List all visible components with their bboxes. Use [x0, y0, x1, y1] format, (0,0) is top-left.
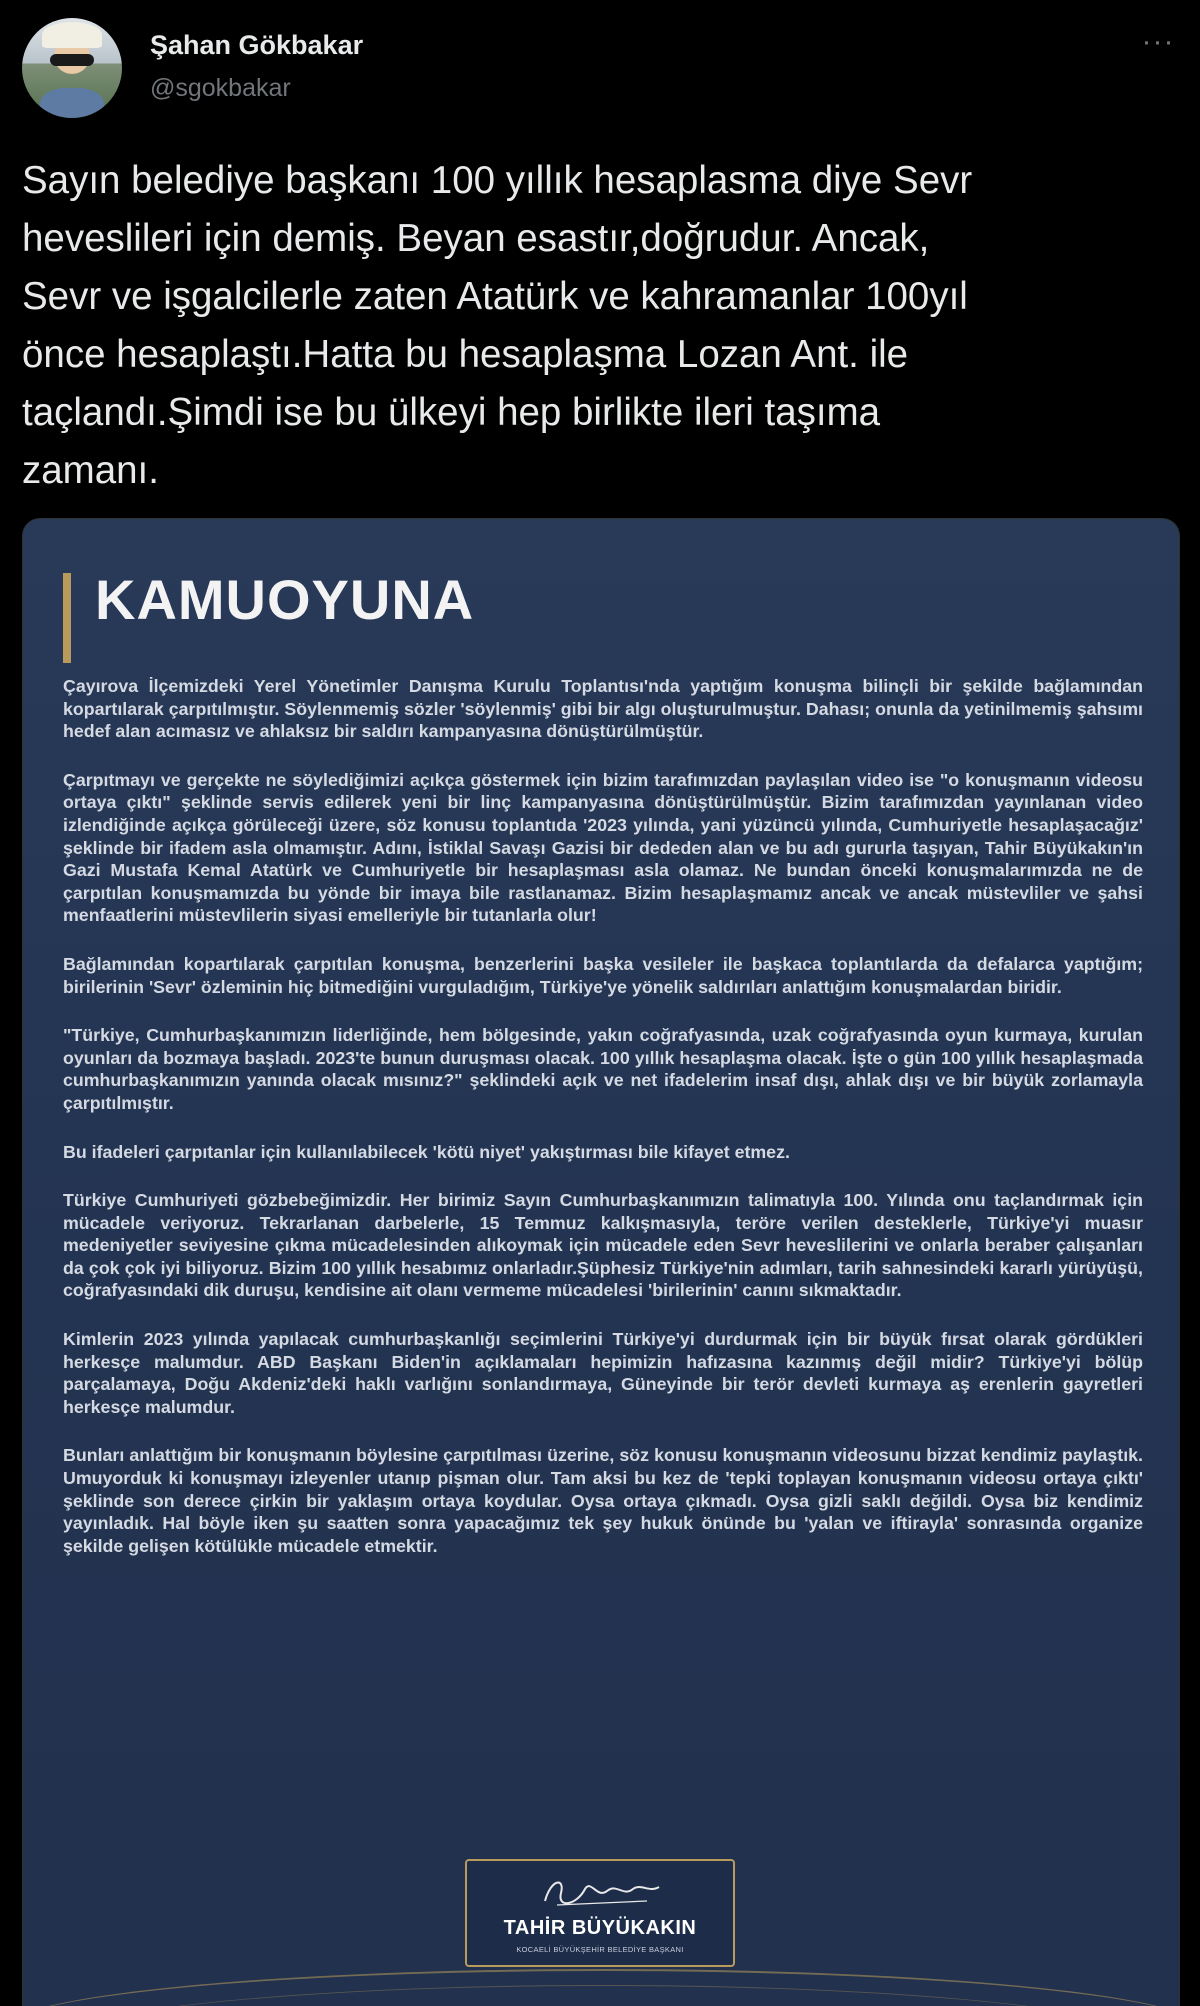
signature-role: KOCAELİ BÜYÜKŞEHİR BELEDİYE BAŞKANI: [516, 1945, 684, 1954]
author-display-name[interactable]: Şahan Gökbakar: [150, 30, 364, 60]
statement-paragraph: Kimlerin 2023 yılında yapılacak cumhurbaşkanlığı seçimlerini Türkiye'yi durdurmak için bir büyük fırsat olarak gördükleri herkesçe malumdur. ABD Başkanı Biden'in açıklamaları hepimizin hafızasına kazınmış değil midir? Türkiye'yi bölüp parçalamaya, Doğu Akdeniz'deki haklı varlığını sonlandırmaya, Güneyinde bir terör devleti kurmaya aş erenlerin gayretleri herkesçe malumdur.: [63, 1329, 1143, 1417]
statement-paragraph: Bağlamından kopartılarak çarpıtılan konuşma, benzerlerini başka vesileler ile başkaca toplantılarda da defalarca yaptığım; birilerinin 'Sevr' özleminin hiç bitmediğini vurguladığım, Türkiye'ye yönelik saldırıları anlattığım konuşmalardan biridir.: [63, 953, 1143, 997]
statement-paragraph: Bunları anlattığım bir konuşmanın böylesine çarpıtılması üzerine, söz konusu konuşmanın videosunu bizzat kendimiz paylaştık. Umuyorduk ki konuşmayı izleyenler utanıp pişman olur. Tam aksi bu kez de 'tepki toplayan konuşmanın videosu ortaya çıktı' şeklinde son derece çirkin bir yaklaşım ortaya koydular. Oysa ortaya çıkmadı. Oysa gizli saklı değildi. Oysa biz kendimiz yayınladık. Hal böyle iken şu saatten sonra yapacağımız tek şey hukuk önünde bu 'yalan ve iftirayla' sonrasında organize şekilde gelişen kötülükle mücadele etmektir.: [63, 1445, 1143, 1556]
statement-paragraph: Çarpıtmayı ve gerçekte ne söylediğimizi açıkça göstermek için bizim tarafımızdan paylaşılan video ise "o konuşmanın videosu ortaya çıktı" şeklinde servis edilerek yeni bir linç kampanyasına dönüştürülmüştür. Bizim tarafımızdan yayınlanan video izlendiğinde açıkça görüleceği üzere, söz konusu toplantıda '2023 yılında, yani yüzüncü yılında, Cumhuriyetle hesaplaşacağız' şeklinde bir ifadem asla olmamıştır. Adını, İstiklal Savaşı Gazisi bir dededen alan ve bu adı gururla taşıyan, Tahir Büyükakın'ın Gazi Mustafa Kemal Atatürk ve Cumhuriyetle bir hesaplaşması asla olamaz. Ne bundan önceki konuşmalarımızda ne de çarpıtılan konuşmamızda bu yönde bir imaya bile rastlanamaz. Bizim hesaplaşmamız ancak ve ancak müstevliler ve şahsi menfaatlerini müstevlilerin siyasi emelleriyle bir tutanlarla olur!: [63, 769, 1143, 926]
tweet-header: [22, 18, 1178, 118]
author-handle[interactable]: @sgokbakar: [150, 74, 291, 102]
statement-paragraph: Çayırova İlçemizdeki Yerel Yönetimler Danışma Kurulu Toplantısı'nda yaptığım konuşma bilinçli bir şekilde bağlamından kopartılarak çarpıtılmıştır. Söylenmemiş sözler 'söylenmiş' gibi bir algı oluşturulmuştur. Dahası; onunla da yetinilmemiş şahsımı hedef alan acımasız ve ahlaksız bir saldırı kampanyasına dönüştürülmüştür.: [63, 676, 1143, 742]
more-options-icon[interactable]: ···: [1141, 25, 1175, 58]
statement-paragraph: Türkiye Cumhuriyeti gözbebeğimizdir. Her birimiz Sayın Cumhurbaşkanımızın talimatıyla 100. Yılında onu taçlandırmak için mücadele veriyoruz. Tekrarlanan darbelerle, 15 Temmuz kalkışmasıyla, teröre verilen desteklerle, Türkiye'yi muasır medeniyetler seviyesine çıkma mücadelesinden alıkoymak için mücadele eden Sevr heveslilerini ve onlarla beraber çalışanları da çok çok iyi biliyoruz. Bizim 100 yıllık hesabımız onlarladır.Şüphesiz Türkiye'nin adımları, tarih sahnesindeki kararlı yürüyüşü, coğrafyasındaki dik duruşu, kendisine ait olanı vermeme mücadelesi 'birilerinin' canını sıkmaktadır.: [63, 1190, 1143, 1301]
signature-name: TAHİR BÜYÜKAKIN: [503, 1917, 697, 1939]
statement-paragraph: Bu ifadeleri çarpıtanlar için kullanılabilecek 'kötü niyet' yakıştırması bile kifayet etmez.: [63, 1141, 790, 1162]
avatar-glasses: [50, 54, 94, 66]
title-accent-bar: [63, 573, 71, 663]
avatar[interactable]: [22, 18, 122, 118]
signature-scribble: [537, 1871, 667, 1911]
tweet-media-image[interactable]: [22, 518, 1180, 2006]
avatar-shirt: [40, 88, 104, 118]
statement-paragraph: "Türkiye, Cumhurbaşkanımızın liderliğinde, hem bölgesinde, yakın coğrafyasında, uzak coğrafyasında oyun kurmaya, kurulan oyunları da bozmaya başladı. 2023'te bunun duruşması olacak. 100 yıllık hesaplaşma olacak. İşte o gün 100 yıllık hesaplaşmada cumhurbaşkanımızın yanında olacak mısınız?" şeklindeki açık ve net ifadelerim insaf dışı, ahlak dışı ve bir büyük zorlamayla çarpıtılmıştır.: [63, 1025, 1143, 1113]
avatar-hat: [42, 22, 102, 48]
signature-block: [465, 1859, 735, 1967]
statement-body: [63, 675, 1143, 1583]
tweet-text: Sayın belediye başkanı 100 yıllık hesaplasma diye Sevr heveslileri için demiş. Beyan esastır,doğrudur. Ancak, Sevr ve işgalcilerle zaten Atatürk ve kahramanlar 100yıl önce hesaplaştı.Hatta bu hesaplaşma Lozan Ant. ile taçlandı.Şimdi ise bu ülkeyi hep birlikte ileri taşıma zamanı.: [22, 159, 973, 492]
statement-title: KAMUOYUNA: [95, 568, 475, 631]
